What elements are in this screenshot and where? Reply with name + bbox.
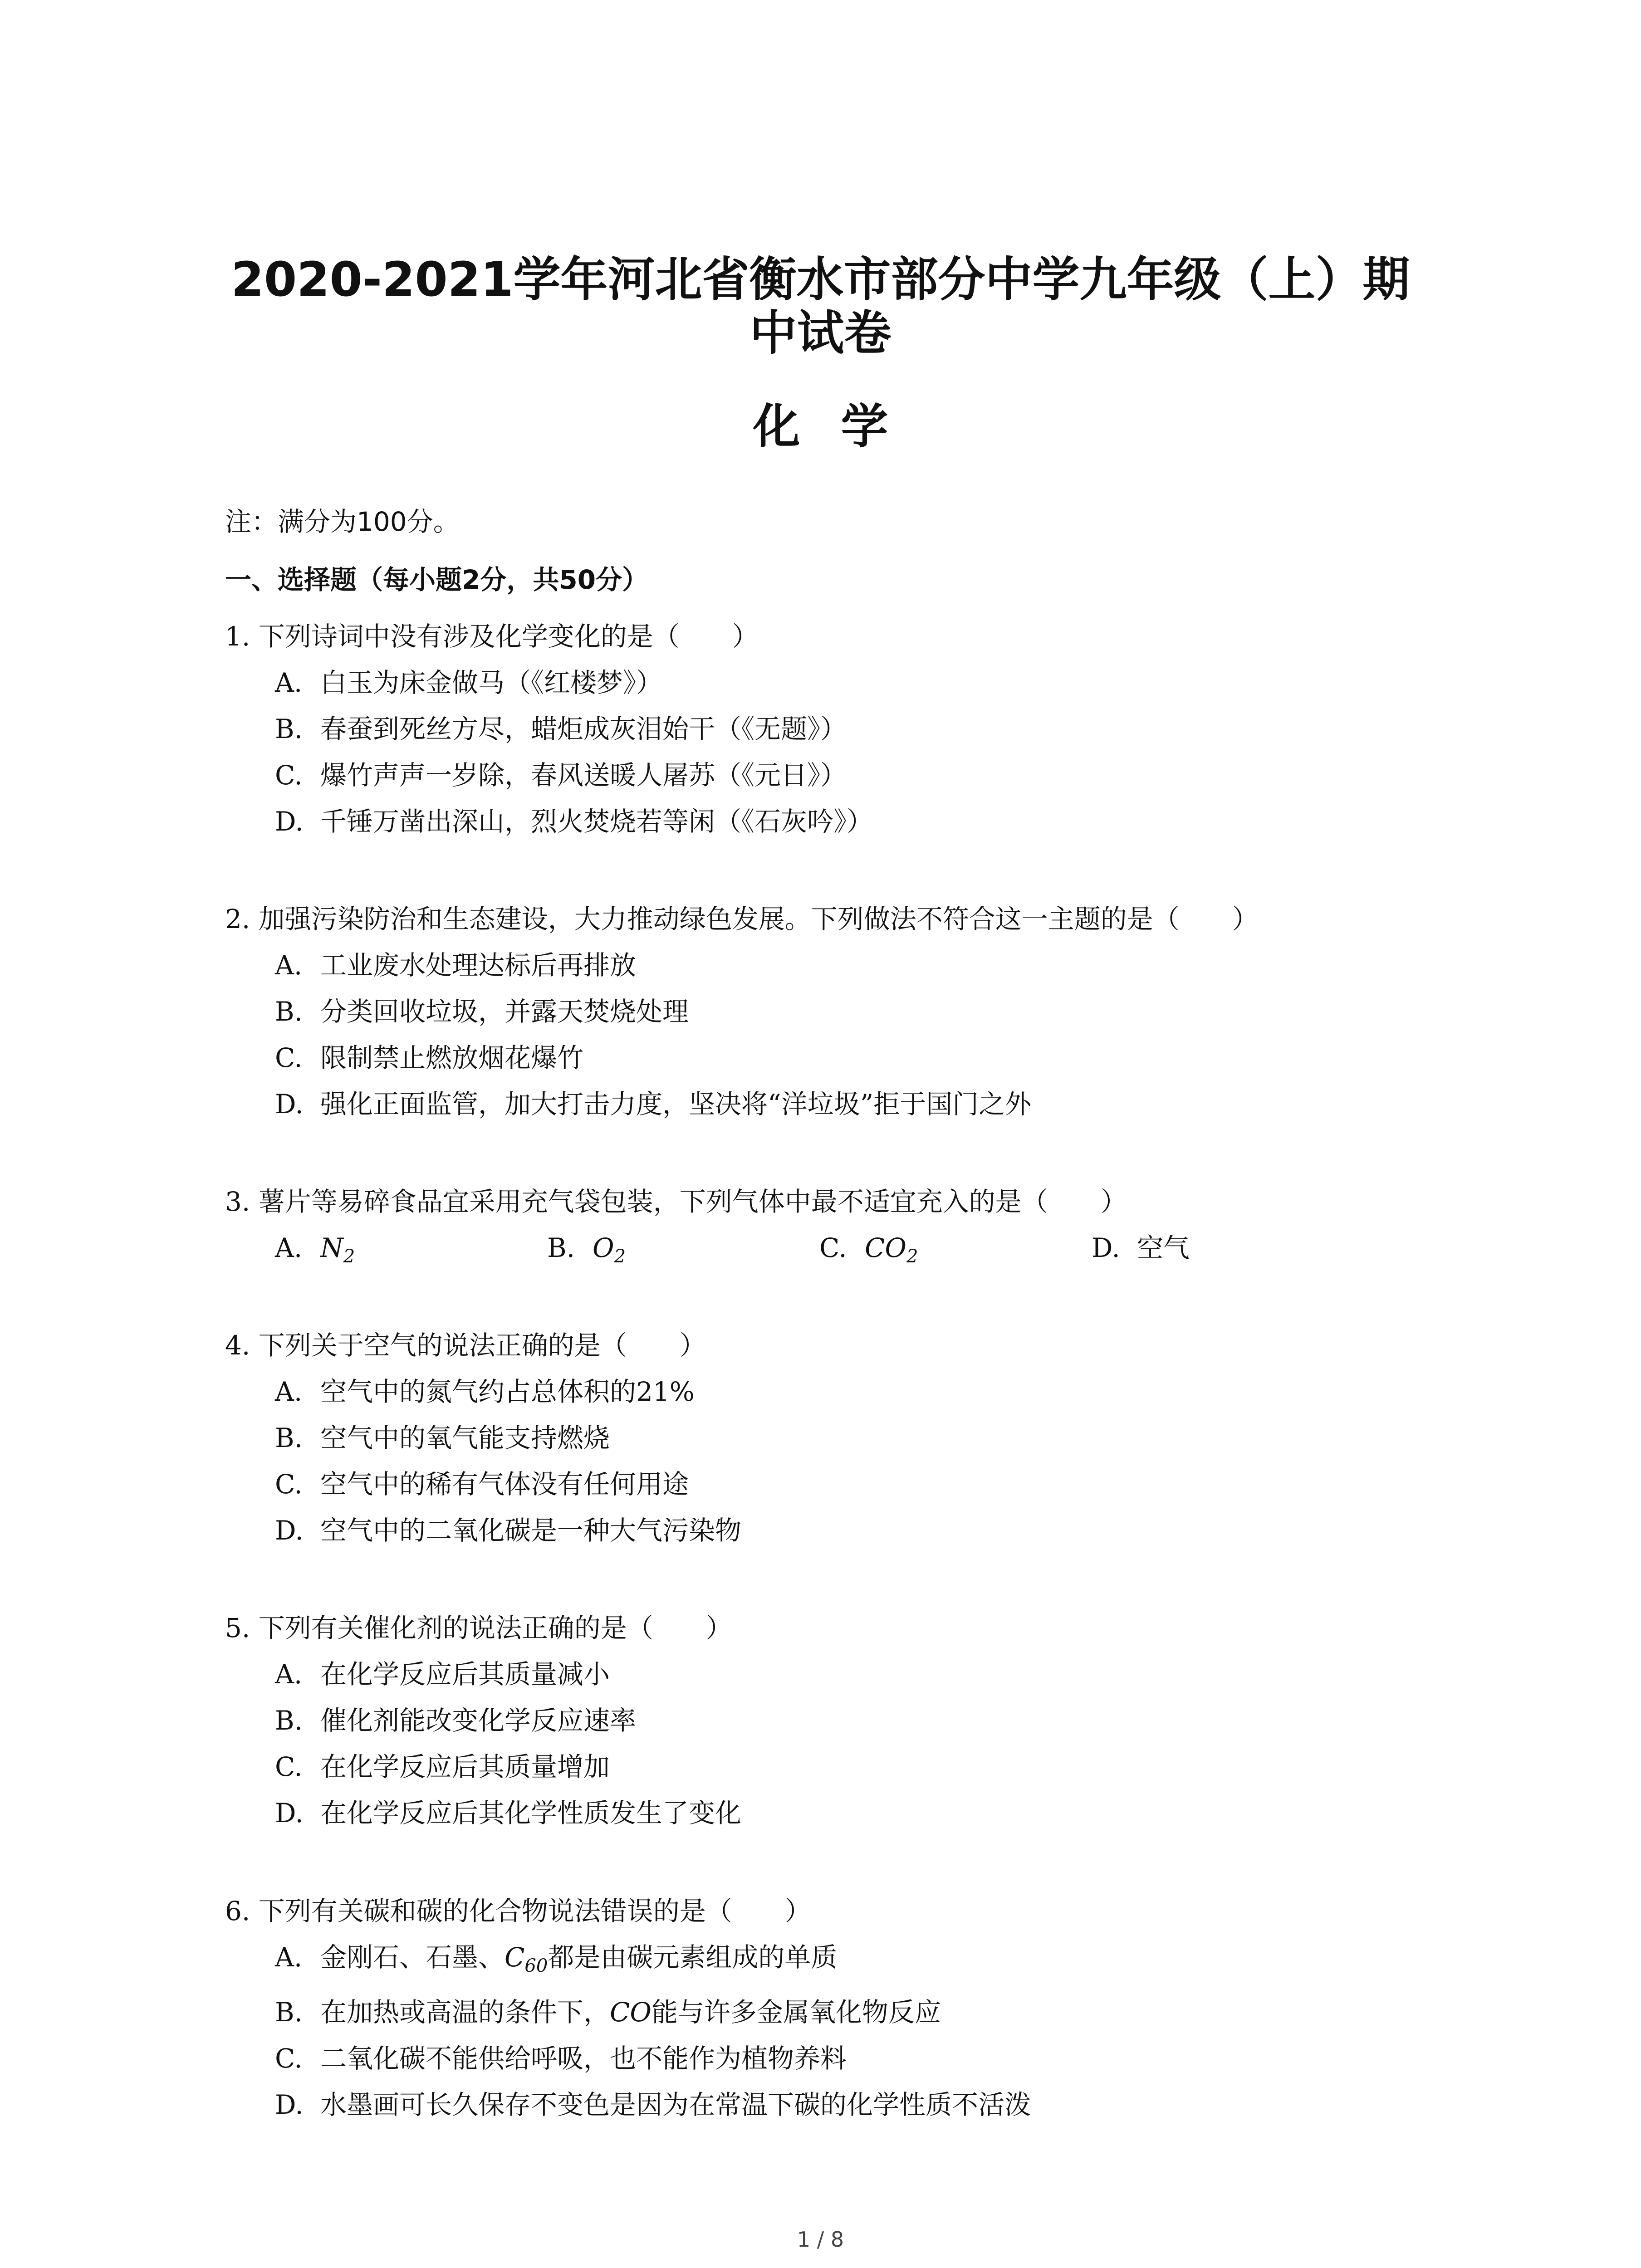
question-stem: [225, 1605, 1450, 1651]
chem-formula-c60: $C_{60}$: [505, 1942, 548, 1976]
option-letter: A.: [275, 950, 303, 981]
question-text: 下列关于空气的说法正确的是（ ）: [258, 1330, 706, 1361]
chem-formula-co: CO: [610, 1997, 652, 2028]
question-text: 下列有关碳和碳的化合物说法错误的是（ ）: [258, 1896, 811, 1926]
question-number: 6.: [225, 1896, 250, 1926]
question-stem: [225, 1888, 1450, 1934]
option-letter: D.: [275, 1515, 304, 1546]
option-letter: C.: [819, 1232, 847, 1263]
option-a: [275, 1225, 547, 1280]
question-number: 2.: [225, 904, 250, 934]
option-text: 水墨画可长久保存不变色是因为在常温下碳的化学性质不活泼: [320, 2089, 1031, 2120]
section-heading: 一、选择题（每小题2分，共50分）: [225, 564, 649, 595]
option-text-post: 都是由碳元素组成的单质: [548, 1942, 838, 1973]
option-letter: C.: [275, 1469, 303, 1500]
option-text: 春蚕到死丝方尽，蜡炬成灰泪始干（《无题》）: [320, 714, 847, 744]
option-c: [225, 752, 1450, 798]
question-number: 1.: [225, 621, 250, 652]
option-a: [225, 1651, 1450, 1697]
option-text: 分类回收垃圾，并露天焚烧处理: [320, 996, 689, 1027]
option-text: 在化学反应后其质量增加: [320, 1751, 610, 1782]
option-a: [225, 1934, 1450, 1989]
option-text: 催化剂能改变化学反应速率: [320, 1705, 637, 1736]
question-5: [225, 1605, 1450, 1836]
chem-formula-co2: $CO_2$: [865, 1232, 918, 1267]
option-a: [225, 1369, 1450, 1415]
option-c: [225, 1744, 1450, 1790]
option-letter: A.: [275, 1659, 303, 1690]
option-b: [225, 988, 1450, 1035]
option-text: 千锤万凿出深山，烈火焚烧若等闲（《石灰吟》）: [320, 806, 873, 837]
option-text: 在化学反应后其化学性质发生了变化: [320, 1798, 742, 1828]
option-letter: D.: [275, 806, 304, 837]
option-d: [225, 1790, 1450, 1836]
option-letter: D.: [275, 2089, 304, 2120]
option-text: 空气中的稀有气体没有任何用途: [320, 1469, 689, 1500]
option-letter: C.: [275, 2043, 303, 2074]
option-text: 白玉为床金做马（《红楼梦》）: [320, 667, 663, 698]
option-letter: A.: [275, 1376, 303, 1407]
option-c: [225, 1035, 1450, 1081]
option-b: [225, 706, 1450, 752]
option-letter: B.: [547, 1232, 575, 1263]
option-letter: A.: [275, 1942, 303, 1973]
option-text: 空气中的氮气约占总体积的21%: [320, 1376, 695, 1407]
option-text: 空气: [1137, 1232, 1190, 1263]
question-6: [225, 1888, 1450, 2128]
option-letter: D.: [275, 1089, 304, 1119]
option-letter: C.: [275, 1751, 303, 1782]
question-2: [225, 896, 1450, 1127]
option-letter: B.: [275, 996, 303, 1027]
question-4: [225, 1322, 1450, 1554]
option-a: [225, 660, 1450, 706]
option-d: [225, 1081, 1450, 1127]
question-text: 下列有关催化剂的说法正确的是（ ）: [258, 1613, 732, 1643]
question-text: 薯片等易碎食品宜采用充气袋包装，下列气体中最不适宜充入的是（ ）: [258, 1186, 1127, 1217]
option-text: 强化正面监管，加大打击力度，坚决将“洋垃圾”拒于国门之外: [320, 1089, 1032, 1119]
option-d: [225, 798, 1450, 845]
exam-title-line1: 2020-2021学年河北省衡水市部分中学九年级（上）期: [231, 252, 1410, 307]
chem-formula-n2: $N_2$: [320, 1232, 355, 1267]
option-text: 爆竹声声一岁除，春风送暖人屠苏（《元日》）: [320, 760, 847, 791]
option-letter: D.: [275, 1798, 304, 1828]
question-stem: [225, 1322, 1450, 1369]
option-b: [225, 1415, 1450, 1461]
option-letter: A.: [275, 1232, 303, 1263]
subject-heading: 化学: [753, 399, 929, 454]
option-letter: B.: [275, 1422, 303, 1453]
option-d: [225, 2082, 1450, 2128]
question-stem: [225, 613, 1450, 660]
option-letter: A.: [275, 667, 303, 698]
option-a: [225, 942, 1450, 988]
exam-title-line2: 中试卷: [749, 305, 892, 361]
question-text: 加强污染防治和生态建设，大力推动绿色发展。下列做法不符合这一主题的是（ ）: [258, 904, 1259, 934]
question-stem: [225, 896, 1450, 942]
question-3: [225, 1178, 1450, 1280]
option-c: [225, 1461, 1450, 1507]
option-text-pre: 金刚石、石墨、: [320, 1942, 505, 1973]
option-letter: C.: [275, 1042, 303, 1073]
option-b: [547, 1225, 819, 1280]
question-number: 4.: [225, 1330, 250, 1361]
option-letter: B.: [275, 714, 303, 744]
option-letter: D.: [1092, 1232, 1120, 1263]
option-d: [1092, 1225, 1364, 1271]
option-c: [225, 2035, 1450, 2082]
question-number: 3.: [225, 1186, 250, 1217]
option-c: [819, 1225, 1092, 1280]
page-number: 1 / 8: [797, 2227, 844, 2252]
option-b: [225, 1697, 1450, 1744]
option-text: 二氧化碳不能供给呼吸，也不能作为植物养料: [320, 2043, 847, 2074]
question-text: 下列诗词中没有涉及化学变化的是（ ）: [258, 621, 759, 652]
question-stem: [225, 1178, 1450, 1225]
option-d: [225, 1507, 1450, 1554]
option-row: [225, 1225, 1450, 1280]
option-b: [225, 1989, 1450, 2035]
option-text: 空气中的二氧化碳是一种大气污染物: [320, 1515, 742, 1546]
option-text-post: 能与许多金属氧化物反应: [651, 1997, 941, 2028]
option-letter: B.: [275, 1705, 303, 1736]
question-number: 5.: [225, 1613, 250, 1643]
option-text: 空气中的氧气能支持燃烧: [320, 1422, 610, 1453]
option-text: 限制禁止燃放烟花爆竹: [320, 1042, 584, 1073]
score-note: 注：满分为100分。: [225, 506, 460, 537]
option-letter: C.: [275, 760, 303, 791]
option-letter: B.: [275, 1997, 303, 2028]
option-text: 工业废水处理达标后再排放: [320, 950, 637, 981]
chem-formula-o2: $O_2$: [593, 1232, 626, 1267]
question-1: [225, 613, 1450, 845]
option-text: 在化学反应后其质量减小: [320, 1659, 610, 1690]
option-text-pre: 在加热或高温的条件下，: [320, 1997, 610, 2028]
